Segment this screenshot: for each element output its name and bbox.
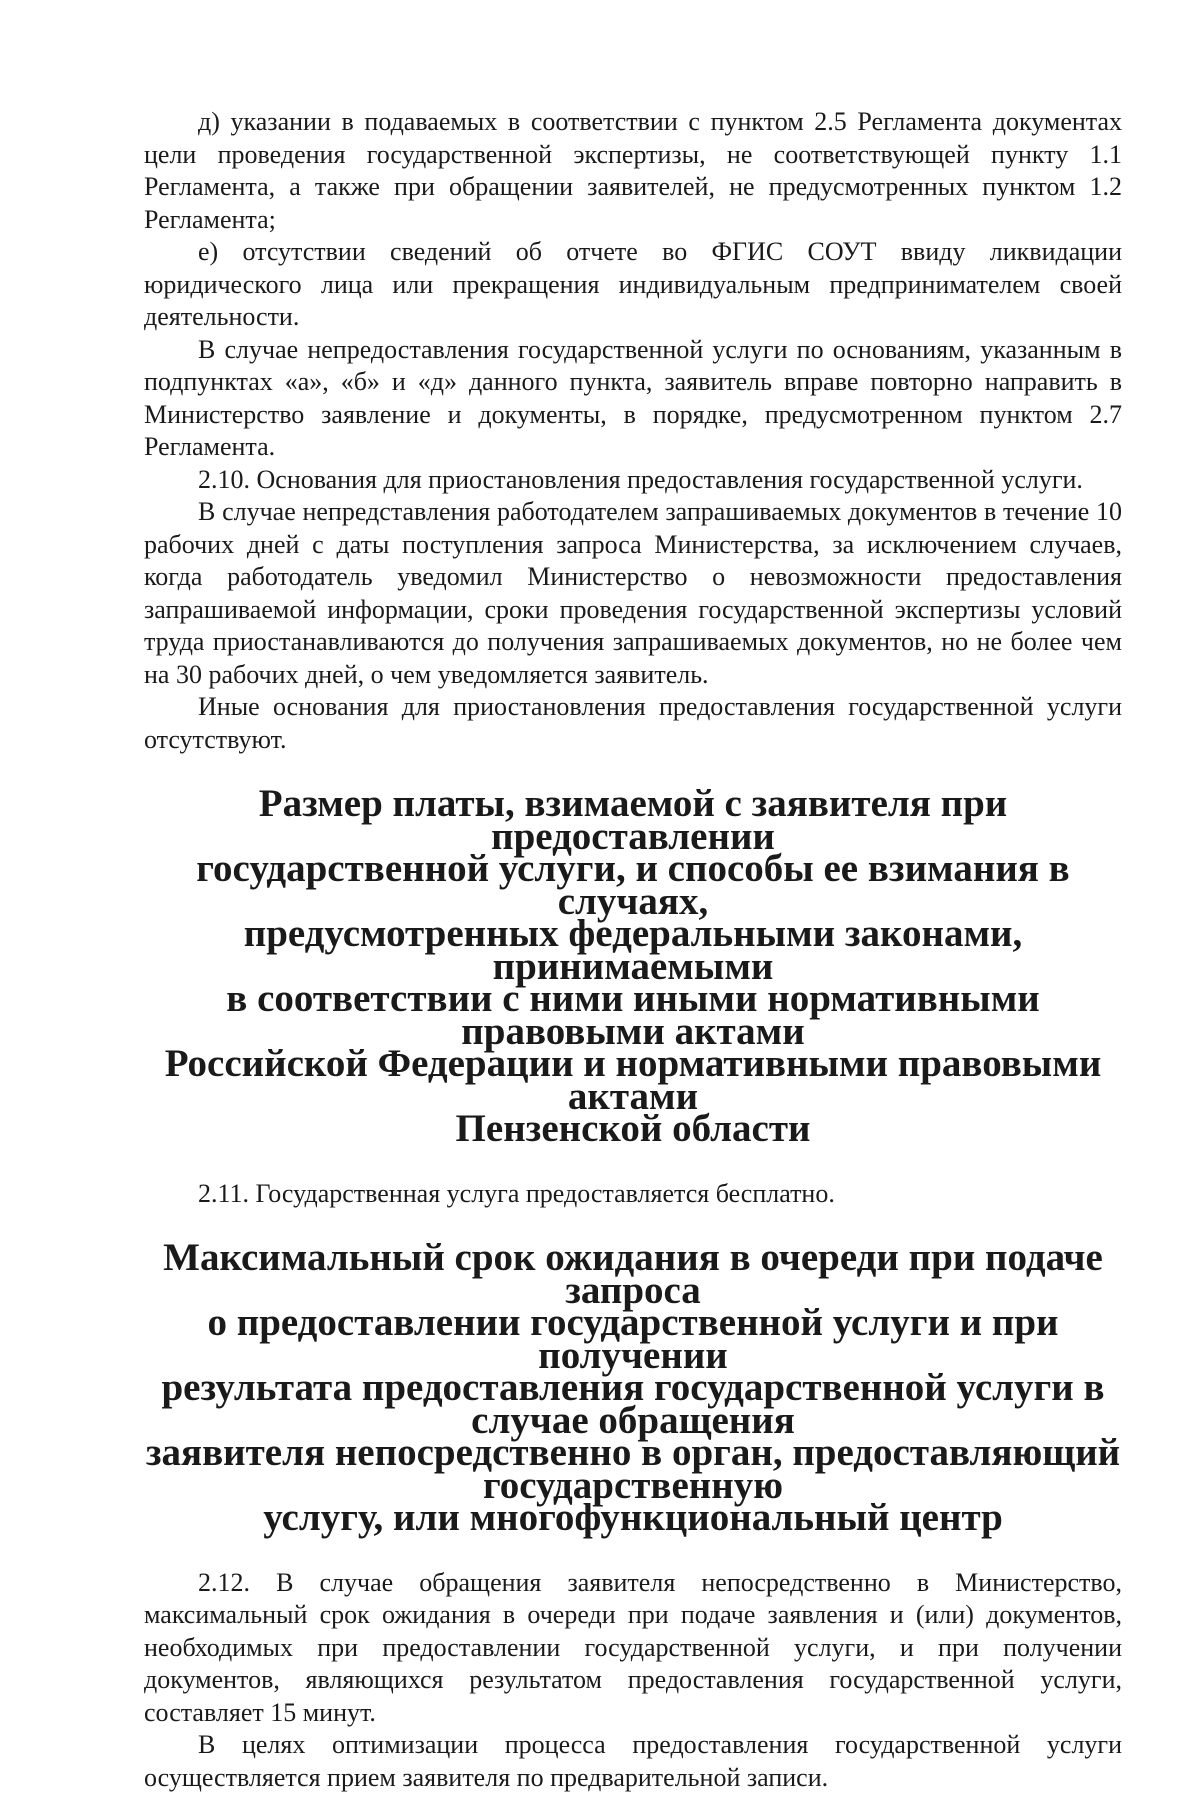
paragraph-other-grounds: Иные основания для приостановления предоставления государственной услуги отсутствуют. <box>144 692 1122 754</box>
paragraph-suspension: В случае непредставления работодателем запрашиваемых документов в течение 10 рабочих дней с даты поступления запроса Министерства, за исключением случаев, когда работодатель уведомил Министерство о невозможности предоставления запрашиваемой информации, сроки проведения государственной экспертизы условий труда приостанавливаются до получения запрашиваемых документов, но не более чем на 30 рабочих дней, о чем уведомляется заявитель. <box>144 497 1122 689</box>
heading-queue-line: результата предоставления государственной услуги в случае обращения <box>161 1366 1105 1442</box>
paragraph-refusal-note: В случае непредоставления государственной услуги по основаниям, указанным в подпунктах «а», «б» и «д» данного пункта, заявитель вправе повторно направить в Министерство заявление и документы, в порядке, предусмотренном пунктом 2.7 Регламента. <box>144 334 1122 461</box>
paragraph-2-10: 2.10. Основания для приостановления предоставления государственной услуги. <box>198 464 1083 494</box>
paragraph-e: е) отсутствии сведений об отчете во ФГИС СОУТ ввиду ликвидации юридического лица или прекращения индивидуальным предпринимателем своей деятельности. <box>144 237 1122 331</box>
document-page <box>144 106 1122 1794</box>
paragraph-2-12: 2.12. В случае обращения заявителя непосредственно в Министерство, максимальный срок ожидания в очереди при подаче заявления и (или) документов, необходимых при предоставлении государственной услуги, и при получении документов, являющихся результатом предоставления государственной услуги, составляет 15 минут. <box>144 1567 1122 1727</box>
heading-queue-line: заявителя непосредственно в орган, предоставляющий государственную <box>145 1431 1121 1507</box>
paragraph-d: д) указании в подаваемых в соответствии с пунктом 2.5 Регламента документах цели проведения государственной экспертизы, не соответствующей пункту 1.1 Регламента, а также при обращении заявителей, не предусмотренных пунктом 1.2 Регламента; <box>144 107 1122 234</box>
heading-fee-line: в соответствии с ними иными нормативными правовыми актами <box>226 977 1040 1053</box>
heading-fee-line: Пензенской области <box>455 1107 811 1150</box>
heading-queue-line: Максимальный срок ожидания в очереди при подаче запроса <box>163 1236 1103 1312</box>
section-heading-fee <box>144 782 1122 1150</box>
heading-fee-line: предусмотренных федеральными законами, принимаемыми <box>243 912 1023 988</box>
paragraph-2-11: 2.11. Государственная услуга предоставляется бесплатно. <box>198 1178 835 1208</box>
heading-queue-line: услугу, или многофункциональный центр <box>263 1496 1003 1539</box>
section-heading-queue <box>144 1236 1122 1539</box>
heading-fee-line: государственной услуги, и способы ее взимания в случаях, <box>196 847 1070 923</box>
heading-fee-line: Размер платы, взимаемой с заявителя при предоставлении <box>258 782 1008 858</box>
paragraph-pre-registration: В целях оптимизации процесса предоставления государственной услуги осуществляется прием заявителя по предварительной записи. <box>144 1730 1122 1792</box>
heading-queue-line: о предоставлении государственной услуги и при получении <box>207 1301 1059 1377</box>
heading-fee-line: Российской Федерации и нормативными правовыми актами <box>164 1042 1102 1118</box>
